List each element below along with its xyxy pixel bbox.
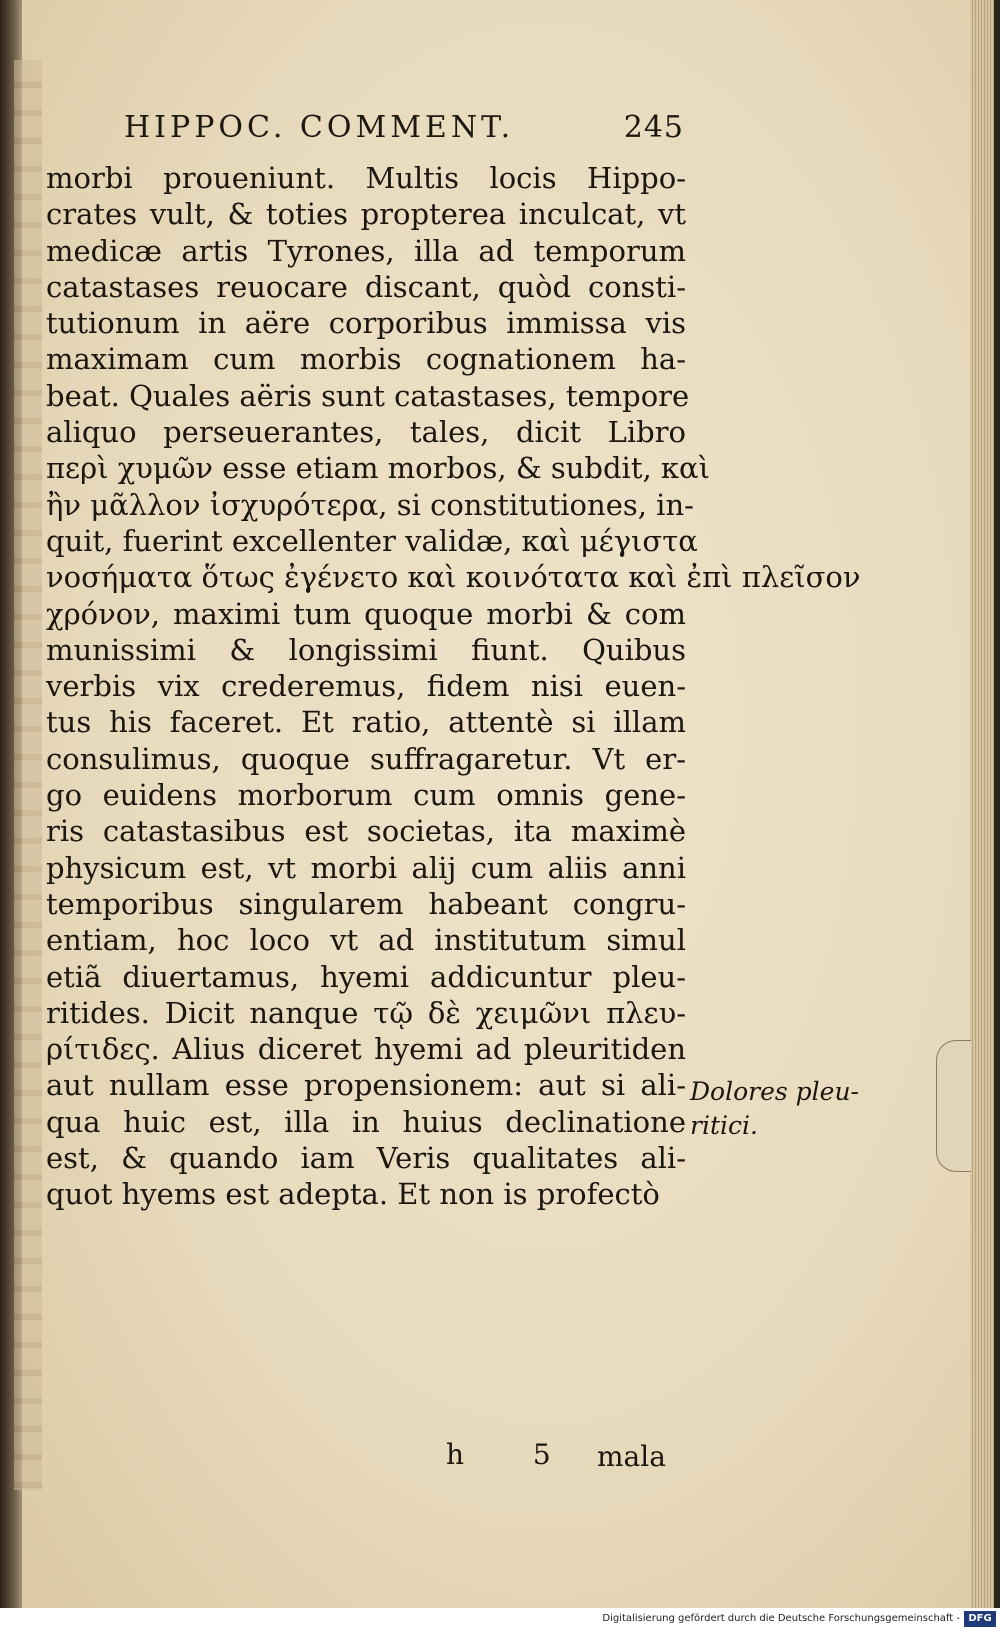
- text-line: entiam, hoc loco vt ad institutum simul: [46, 923, 686, 958]
- text-line: ritides. Dicit nanque τῷ δὲ χειμῶνι πλευ-: [46, 995, 686, 1030]
- text-line: ἢν μᾶλλον ἰσχυρότερα, si constitutiones, in-: [46, 487, 694, 522]
- text-line: consulimus, quoque suffragaretur. Vt er-: [46, 741, 686, 776]
- margin-note: [690, 1075, 860, 1143]
- text-line: verbis vix crederemus, fidem nisi euen-: [46, 669, 686, 704]
- text-line: medicæ artis Tyrones, illa ad temporum: [46, 233, 686, 268]
- text-line: quit, fuerint excellenter validæ, καὶ μέγιστα: [46, 523, 698, 558]
- text-line: νοσήματα ὅτως ἐγένετο καὶ κοινότατα καὶ ἐπὶ πλεῖσον: [46, 560, 861, 595]
- text-line: tutionum in aëre corporibus immissa vis: [46, 306, 686, 341]
- text-line: morbi proueniunt. Multis locis Hippo-: [46, 161, 686, 195]
- text-line: χρόνον, maximi tum quoque morbi & com: [46, 596, 686, 631]
- text-line: ris catastasibus est societas, ita maximè: [46, 814, 686, 849]
- text-line: aut nullam esse propensionem: aut si ali-: [46, 1068, 686, 1103]
- text-line: ρίτιδες. Alius diceret hyemi ad pleuritiden: [46, 1032, 686, 1067]
- text-line: qua huic est, illa in huius declinatione: [46, 1104, 686, 1139]
- text-line: περὶ χυμῶν esse etiam morbos, & subdit, καὶ: [46, 451, 710, 486]
- text-line: temporibus singularem habeant congru-: [46, 886, 686, 921]
- text-line: munissimi & longissimi fiunt. Quibus: [46, 632, 686, 667]
- margin-note-line: Dolores pleu-: [690, 1077, 860, 1106]
- margin-note-line: ritici.: [690, 1111, 758, 1140]
- signature-mark: h 5: [446, 1438, 581, 1471]
- text-line: est, & quando iam Veris qualitates ali-: [46, 1141, 686, 1176]
- facing-page-edge: [14, 60, 42, 1490]
- page-number: 245: [623, 110, 684, 145]
- dfg-logo-icon: DFG: [964, 1611, 996, 1627]
- credit-bar: [0, 1608, 1000, 1631]
- running-head-title: HIPPOC. COMMENT.: [124, 110, 515, 145]
- text-line: beat. Quales aëris sunt catastases, tempore: [46, 378, 690, 413]
- text-line: tus his faceret. Et ratio, attentè si illam: [46, 705, 686, 740]
- page-stack-edge: [970, 0, 1000, 1608]
- text-line: maximam cum morbis cognationem ha-: [46, 342, 686, 377]
- running-head: [124, 105, 684, 151]
- text-line: catastases reuocare discant, quòd consti-: [46, 269, 686, 304]
- text-line: quot hyems est adepta. Et non is profectò: [46, 1177, 660, 1212]
- catchword: mala: [597, 1440, 666, 1473]
- text-line: go euidens morborum cum omnis gene-: [46, 778, 686, 813]
- text-line: etiã diuertamus, hyemi addicuntur pleu-: [46, 959, 686, 994]
- credit-text: Digitalisierung gefördert durch die Deutsche Forschungsgemeinschaft -: [602, 1613, 960, 1624]
- text-line: physicum est, vt morbi alij cum aliis anni: [46, 850, 686, 885]
- text-line: aliquo perseuerantes, tales, dicit Libro: [46, 415, 686, 450]
- page-clip-tab: [936, 1040, 971, 1172]
- text-line: crates vult, & toties propterea inculcat, vt: [46, 197, 686, 232]
